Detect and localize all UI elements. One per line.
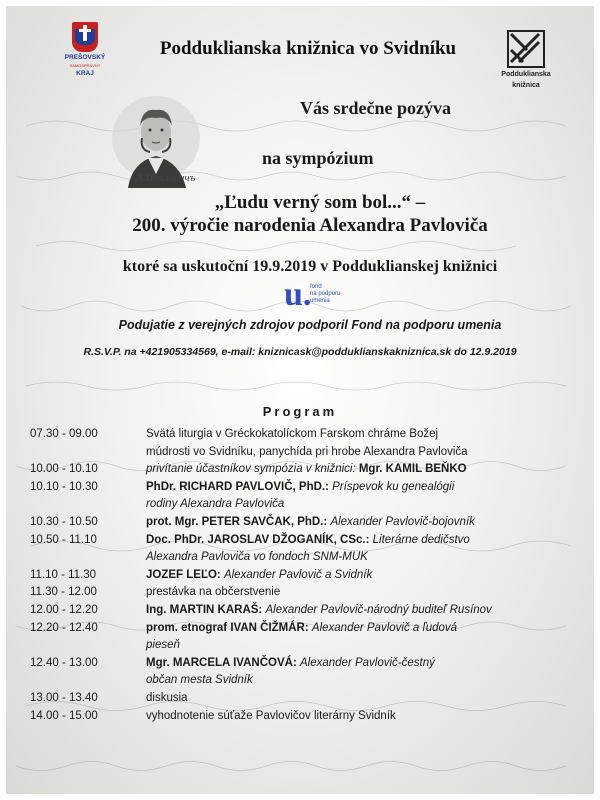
symposium-line: na sympózium [262, 148, 374, 168]
program-time: 13.00 - 13.40 [30, 691, 98, 704]
presov-logo-line3: KRAJ [76, 70, 94, 77]
program-row [30, 584, 570, 602]
program-text: Alexander Pavlovič a ľudová [311, 621, 458, 634]
program-time: 12.00 - 12.20 [30, 603, 98, 616]
presov-region-logo [58, 22, 112, 77]
program-row [30, 708, 570, 726]
library-logo [496, 30, 556, 90]
program-description [146, 549, 570, 567]
program-text: Alexander Pavlovič-národný buditeľ Rusínov [265, 603, 492, 616]
program-description [146, 532, 570, 550]
program-description [146, 496, 570, 514]
program-text: občan mesta Svidník [146, 674, 253, 687]
program-text: diskusia [146, 691, 188, 704]
program-text: Mgr. KAMIL BEŇKO [358, 463, 467, 476]
program-description [146, 461, 570, 479]
program-description [146, 672, 570, 690]
program-description [146, 637, 570, 655]
program-row [30, 567, 570, 585]
fund-logo-mark: u. [284, 276, 312, 313]
program-time [30, 549, 146, 567]
program-list [30, 426, 570, 725]
program-text: prot. Mgr. PETER SAVČAK, PhD.: [146, 515, 331, 528]
program-row [30, 461, 570, 479]
signature: А.Павловичъ [136, 172, 196, 184]
program-row [30, 602, 570, 620]
program-description [146, 479, 570, 497]
portrait-engraving [106, 92, 230, 192]
fund-logo-line3: umenia [310, 298, 330, 304]
program-text: Príspevok ku genealógii [332, 480, 455, 493]
library-logo-line2: knižnica [512, 82, 540, 89]
program-text: Alexander Pavlovič a Svidník [223, 568, 373, 581]
program-text: privítanie účastníkov sympózia v knižnici: [146, 463, 359, 476]
program-time: 07.30 - 09.00 [30, 428, 98, 440]
program-text: Alexander Pavlovič-čestný [299, 656, 435, 669]
program-text: vyhodnotenie súťaže Pavlovičov literárny Svidník [146, 709, 396, 722]
presov-logo-line1: PREŠOVSKÝ [64, 54, 106, 61]
event-date-line: ktoré sa uskutoční 19.9.2019 v Podduklianskej knižnici [122, 258, 498, 275]
presov-logo-line2: SAMOSPRÁVNY [69, 63, 101, 68]
program-description [146, 426, 570, 444]
program-time: 10.30 - 10.50 [30, 515, 98, 528]
program-description [146, 708, 570, 726]
program-description [146, 690, 570, 708]
program-row [30, 637, 570, 655]
program-description [146, 444, 570, 462]
program-text: Mgr. MARCELA IVANČOVÁ: [146, 656, 300, 669]
support-note: Podujatie z verejných zdrojov podporil Fond na podporu umenia [118, 318, 502, 332]
program-text: Alexander Pavlovič-bojovník [330, 515, 475, 528]
program-text: prom. etnograf IVAN ČIŽMÁR: [146, 621, 312, 634]
program-row [30, 672, 570, 690]
program-text: Literárne dedičstvo [372, 533, 470, 546]
program-time: 10.00 - 10.10 [30, 463, 98, 476]
shield-icon [72, 22, 98, 52]
program-row [30, 444, 570, 462]
library-title: Podduklianska knižnica vo Svidníku [159, 38, 457, 59]
program-description [146, 620, 570, 638]
program-text: Ing. MARTIN KARAŠ: [146, 603, 266, 616]
program-text: prestávka na občerstvenie [146, 586, 281, 599]
program-description [146, 567, 570, 585]
program-text: Doc. PhDr. JAROSLAV DŽOGANÍK, CSc.: [146, 533, 373, 546]
program-description [146, 514, 570, 532]
program-time [30, 672, 146, 690]
library-logo-icon [507, 30, 545, 68]
program-text: Alexandra Pavloviča vo fondoch SNM-MUK [146, 551, 368, 564]
program-row [30, 426, 570, 444]
program-row [30, 532, 570, 550]
program-description [146, 584, 570, 602]
program-row [30, 620, 570, 638]
program-description [146, 602, 570, 620]
anniversary-line: 200. výročie narodenia Alexandra Pavloviča [132, 215, 488, 236]
program-time [30, 496, 146, 514]
program-row [30, 549, 570, 567]
program-time: 10.10 - 10.30 [30, 480, 98, 493]
fund-logo-line1: fond [310, 284, 322, 290]
invite-line: Vás srdečne pozýva [300, 98, 451, 118]
program-description [146, 655, 570, 673]
program-text: rodiny Alexandra Pavloviča [146, 498, 285, 511]
program-time: 14.00 - 15.00 [30, 709, 98, 722]
program-row [30, 655, 570, 673]
program-text: pieseň [146, 639, 180, 652]
program-time: 11.30 - 12.00 [30, 586, 97, 599]
program-title: Program [262, 404, 338, 419]
fund-logo [284, 276, 364, 313]
program-text: múdrosti vo Svidníku, panychída pri hrobe Alexandra Pavloviča [146, 445, 468, 458]
program-time: 11.10 - 11.30 [30, 568, 97, 581]
program-time: 10.50 - 11.10 [30, 533, 97, 546]
program-text: PhDr. RICHARD PAVLOVIČ, PhD.: [146, 480, 333, 493]
library-logo-line1: Podduklianska [501, 71, 551, 78]
program-time [30, 444, 146, 462]
program-text: Svätá liturgia v Gréckokatolíckom Farskom chráme Božej [146, 428, 439, 440]
rsvp-line: R.S.V.P. na +421905334569, e-mail: kniznicask@podduklianskakniznica.sk do 12.9.2019 [83, 346, 517, 358]
program-row [30, 479, 570, 497]
program-row [30, 496, 570, 514]
fund-logo-line2: na podporu [310, 291, 341, 297]
program-time: 12.40 - 13.00 [30, 656, 98, 669]
program-time [30, 637, 146, 655]
program-row [30, 514, 570, 532]
program-text: JOZEF LEĽO: [146, 568, 224, 581]
symposium-quote: „Ľudu verný som bol...“ – [214, 192, 426, 213]
program-row [30, 690, 570, 708]
program-time: 12.20 - 12.40 [30, 621, 98, 634]
